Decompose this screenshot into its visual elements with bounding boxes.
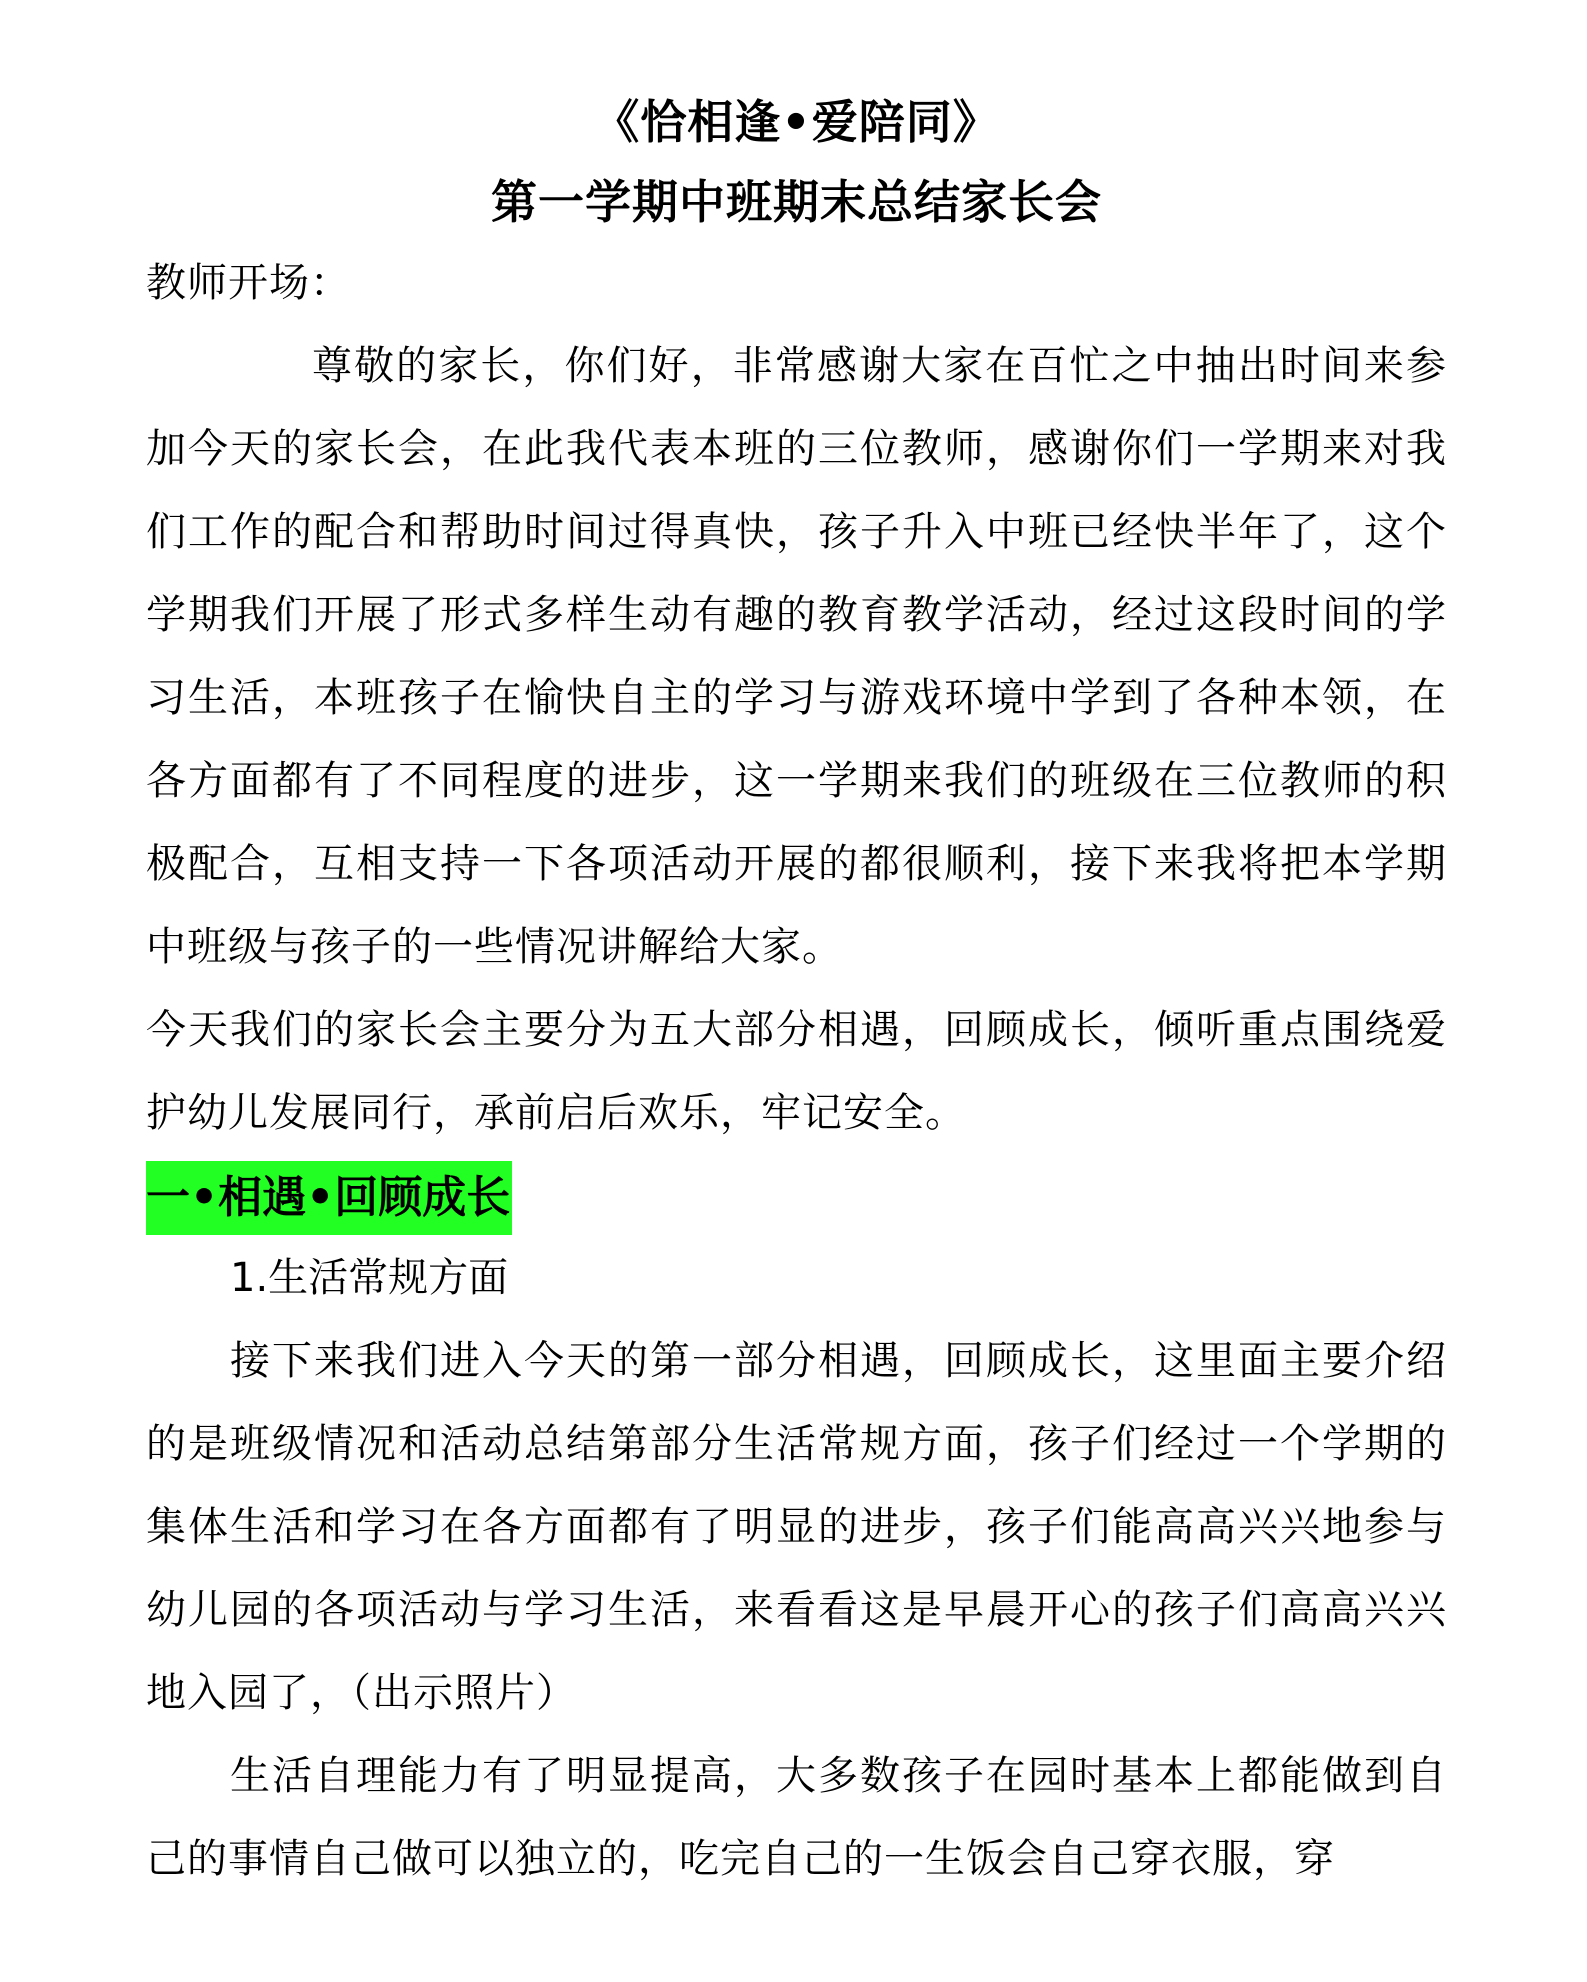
opening-paragraph: 尊敬的家长，你们好，非常感谢大家在百忙之中抽出时间来参加今天的家长会，在此我代表本班的三位教师，感谢你们一学期来对我们工作的配合和帮助时间过得真快，孩子升入中班已经快半年了，这个学期我们开展了形式多样生动有趣的教育教学活动，经过这段时间的学习生活，本班孩子在愉快自主的学习与游戏环境中学到了各种本领，在各方面都有了不同程度的进步，这一学期来我们的班级在三位教师的积极配合，互相支持一下各项活动开展的都很顺利，接下来我将把本学期中班级与孩子的一些情况讲解给大家。 (146, 343, 1447, 970)
document-title-line2: 第一学期中班期末总结家长会 (491, 175, 1102, 229)
agenda-paragraph: 今天我们的家长会主要分为五大部分相遇，回顾成长，倾听重点围绕爱护幼儿发展同行，承前启后欢乐，牢记安全。 (146, 1007, 1447, 1136)
section-1-paragraph: 接下来我们进入今天的第一部分相遇，回顾成长，这里面主要介绍的是班级情况和活动总结第部分生活常规方面，孩子们经过一个学期的集体生活和学习在各方面都有了明显的进步，孩子们能高高兴兴地参与幼儿园的各项活动与学习生活，来看看这是早晨开心的孩子们高高兴兴地入园了，（出示照片） (146, 1338, 1447, 1716)
subheading-daily-routine: 1.生活常规方面 (230, 1255, 509, 1301)
document-title-line1: 《恰相逢•爱陪同》 (593, 95, 1000, 149)
opening-label: 教师开场： (146, 260, 351, 306)
section-heading-container (146, 1155, 1447, 1237)
section-1-heading: 一•相遇•回顾成长 (146, 1161, 512, 1235)
self-care-paragraph: 生活自理能力有了明显提高，大多数孩子在园时基本上都能做到自己的事情自己做可以独立的，吃完自己的一生饭会自己穿衣服，穿 (146, 1753, 1447, 1882)
